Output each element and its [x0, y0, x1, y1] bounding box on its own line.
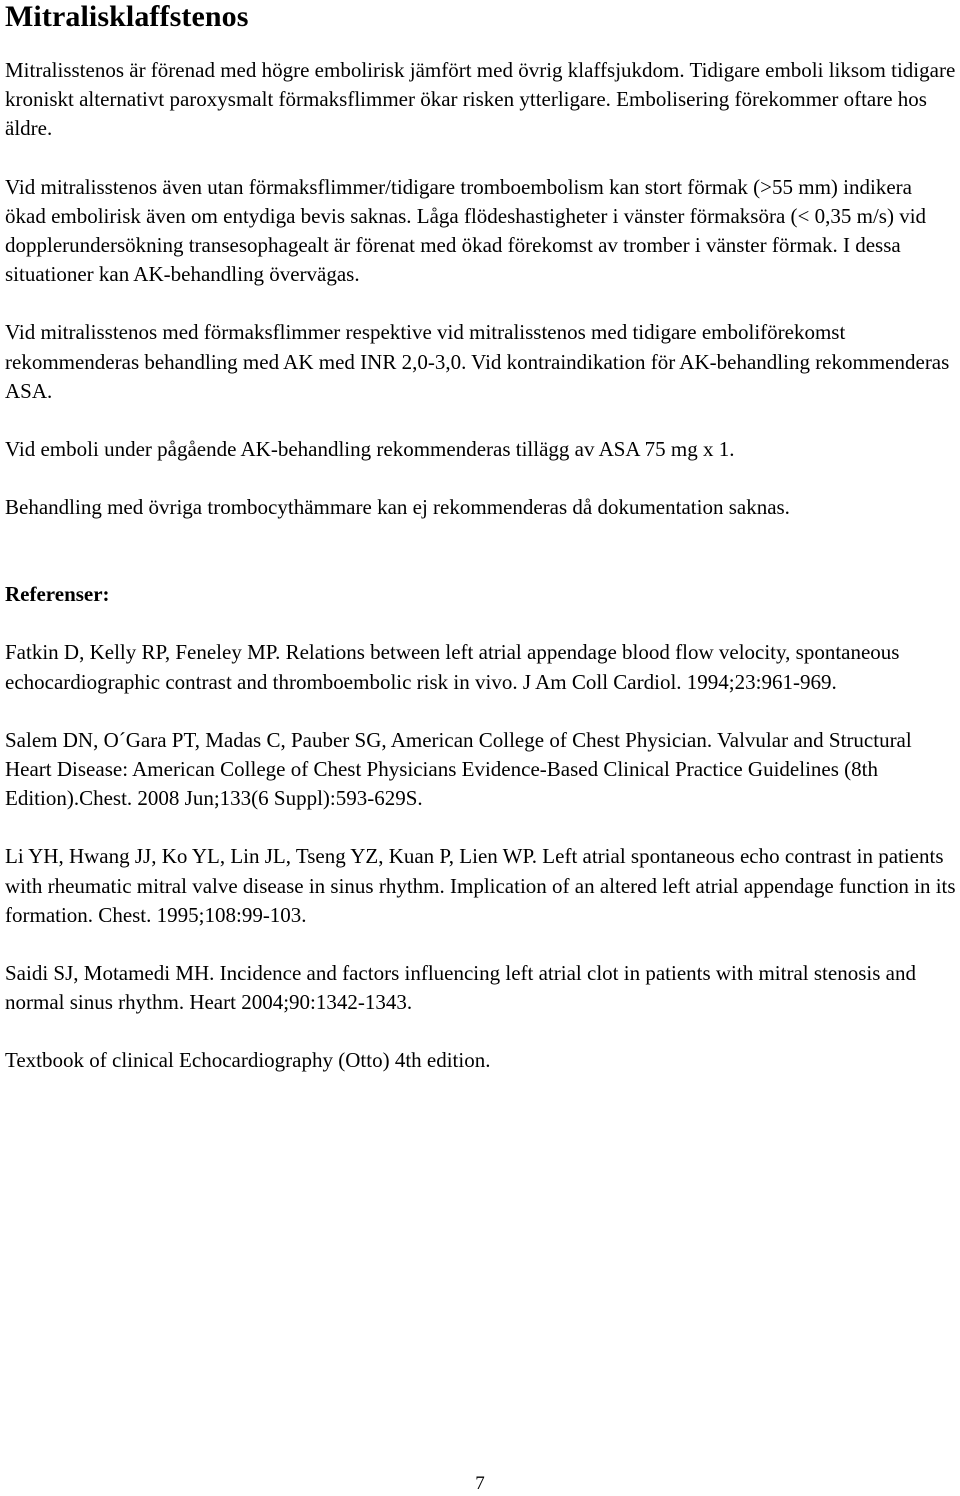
reference-item: Saidi SJ, Motamedi MH. Incidence and factors influencing left atrial clot in patients with mitral stenosis and normal sinus rhythm. Heart 2004;90:1342-1343. — [5, 961, 916, 1015]
body-paragraph: Vid emboli under pågående AK-behandling rekommenderas tillägg av ASA 75 mg x 1. — [5, 437, 735, 462]
references-heading: Referenser: — [5, 582, 110, 607]
document-page — [5, 0, 957, 1076]
reference-item: Textbook of clinical Echocardiography (Otto) 4th edition. — [5, 1048, 491, 1073]
page-title: Mitralisklaffstenos — [5, 0, 249, 33]
page-number: 7 — [475, 1473, 485, 1494]
body-paragraph: Vid mitralisstenos även utan förmaksflimmer/tidigare tromboembolism kan stort förmak (>55 mm) indikera ökad embolirisk även om entydiga bevis saknas. Låga flödeshastigheter i vänster förmaksöra (< 0,35 m/s) vid dopplerundersökning transesophagealt är förenat med ökad förekomst av tromber i vänster förmak. I dessa situationer kan AK-behandling övervägas. — [5, 174, 927, 287]
body-paragraph: Behandling med övriga trombocythämmare kan ej rekommenderas då dokumentation saknas. — [5, 495, 790, 520]
reference-item: Fatkin D, Kelly RP, Feneley MP. Relations between left atrial appendage blood flow velocity, spontaneous echocardiographic contrast and thromboembolic risk in vivo. J Am Coll Cardiol. 1994;23:961-969. — [5, 640, 900, 694]
reference-item: Salem DN, O´Gara PT, Madas C, Pauber SG, American College of Chest Physician. Valvular and Structural Heart Disease: American College of Chest Physicians Evidence-Based Clinical Practice Guidelines (8th Edition).Chest. 2008 Jun;133(6 Suppl):593-629S. — [5, 727, 912, 811]
body-paragraph: Vid mitralisstenos med förmaksflimmer respektive vid mitralisstenos med tidigare emboliförekomst rekommenderas behandling med AK med INR 2,0-3,0. Vid kontraindikation för AK-behandling rekommenderas ASA. — [5, 320, 950, 403]
body-paragraph: Mitralisstenos är förenad med högre embolirisk jämfört med övrig klaffsjukdom. Tidigare emboli liksom tidigare kroniskt alternativt paroxysmalt förmaksflimmer ökar risken ytterligare. Embolisering förekommer oftare hos äldre. — [5, 58, 956, 141]
reference-item: Li YH, Hwang JJ, Ko YL, Lin JL, Tseng YZ, Kuan P, Lien WP. Left atrial spontaneous echo contrast in patients with rheumatic mitral valve disease in sinus rhythm. Implication of an altered left atrial appendage function in its formation. Chest. 1995;108:99-103. — [5, 844, 956, 927]
